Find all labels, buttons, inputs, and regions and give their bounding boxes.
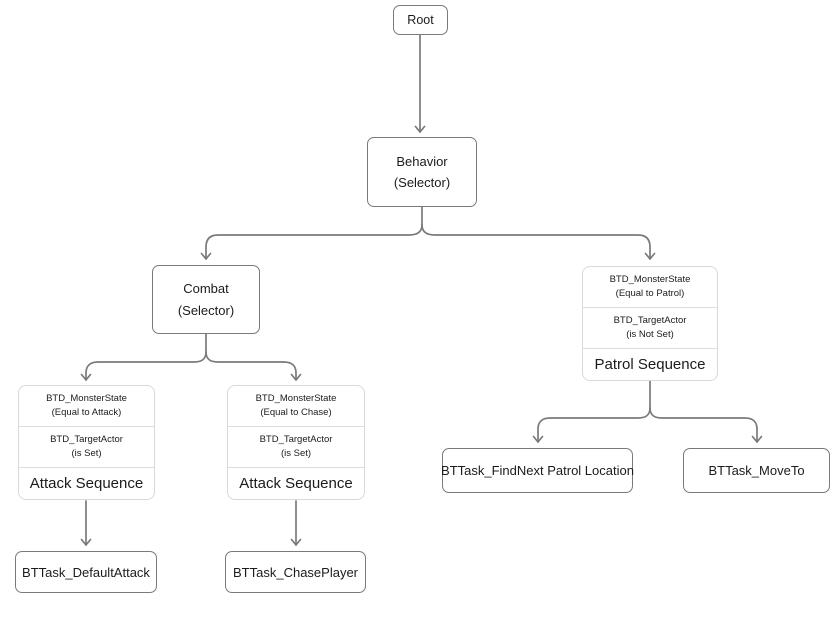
node-task-moveto	[683, 448, 830, 493]
node-task-chaseplayer	[225, 551, 366, 593]
node-attack-sequence-title: Attack Sequence	[29, 475, 144, 492]
node-behavior-line2: (Selector)	[393, 175, 451, 190]
connector-combat-to-chase	[206, 352, 296, 380]
node-task-findnext-patrol-location	[442, 448, 633, 493]
decorator-condition: (Equal to Chase)	[260, 407, 332, 418]
decorator-condition: (is Set)	[71, 448, 102, 459]
node-combat-selector	[152, 265, 260, 334]
connector-patrol-to-findnext	[538, 408, 650, 442]
node-behavior-selector	[367, 137, 477, 207]
node-attack-sequence	[18, 385, 155, 500]
decorator-name: BTD_MonsterState	[609, 274, 691, 286]
decorator-name: BTD_TargetActor	[613, 315, 687, 327]
decorator-targetactor-set	[228, 427, 364, 468]
node-root-label: Root	[407, 13, 434, 27]
decorator-name: BTD_TargetActor	[259, 434, 333, 446]
decorator-name: BTD_MonsterState	[46, 393, 127, 405]
node-combat-label	[178, 278, 234, 321]
decorator-targetactor-set	[19, 427, 154, 468]
node-combat-line1: Combat	[183, 281, 229, 297]
decorator-monsterstate-chase	[228, 386, 364, 427]
node-behavior-label	[394, 151, 450, 194]
node-task-findnext-label: BTTask_FindNext Patrol Location	[441, 463, 634, 478]
connector-behavior-to-combat	[206, 225, 422, 259]
decorator-name: BTD_TargetActor	[50, 434, 123, 446]
node-task-defaultattack-label: BTTask_DefaultAttack	[22, 564, 150, 580]
decorator-condition: (Equal to Patrol)	[615, 288, 685, 299]
decorator-condition: (Equal to Attack)	[51, 407, 122, 418]
node-patrol-sequence-title: Patrol Sequence	[594, 356, 706, 373]
decorator-monsterstate-patrol	[583, 267, 717, 308]
node-behavior-line1: Behavior	[396, 153, 448, 169]
node-task-defaultattack	[15, 551, 157, 593]
decorator-monsterstate-attack	[19, 386, 154, 427]
connector-patrol-to-moveto	[650, 408, 757, 442]
decorator-condition: (is Not Set)	[626, 329, 674, 340]
node-root	[393, 5, 448, 35]
decorator-targetactor-notset	[583, 308, 717, 349]
node-combat-line2: (Selector)	[177, 302, 235, 318]
decorator-condition: (is Set)	[280, 448, 312, 459]
decorator-name: BTD_MonsterState	[255, 393, 337, 405]
connector-behavior-to-patrol	[422, 225, 650, 259]
node-task-moveto-label: BTTask_MoveTo	[708, 463, 805, 478]
node-chase-sequence	[227, 385, 365, 500]
connector-combat-to-attack	[86, 352, 206, 380]
node-chase-sequence-title: Attack Sequence	[239, 475, 353, 492]
node-patrol-sequence	[582, 266, 718, 381]
node-task-chaseplayer-label: BTTask_ChasePlayer	[233, 564, 358, 580]
